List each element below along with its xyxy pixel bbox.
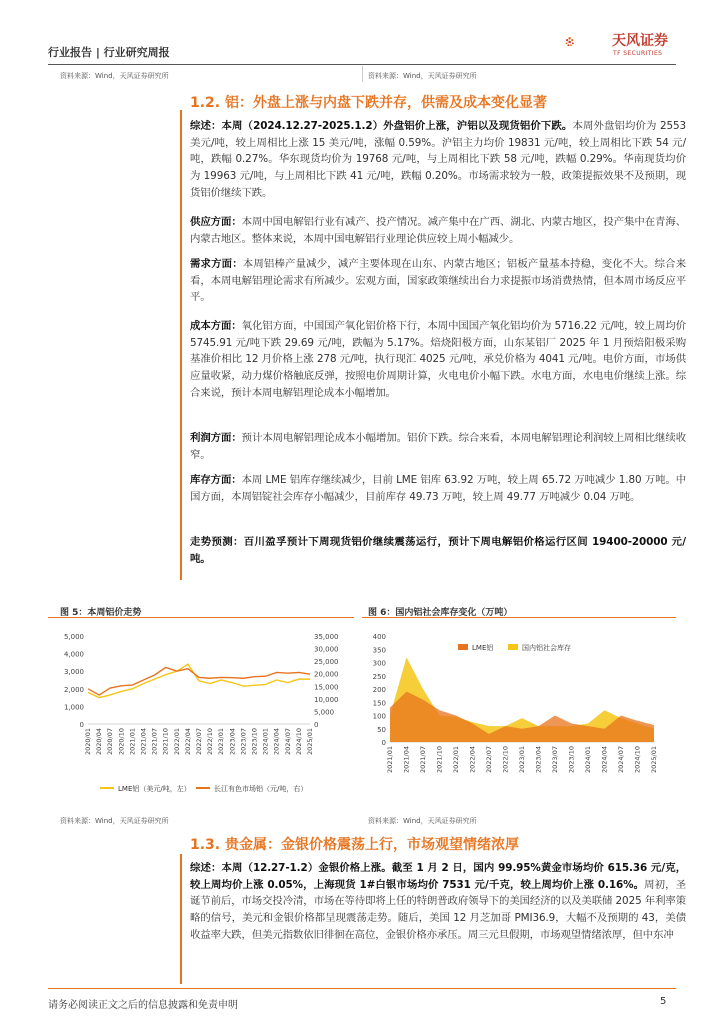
fig6-ytick: 300 bbox=[372, 659, 386, 668]
fig6-xtick: 2023/07 bbox=[551, 746, 559, 774]
aluminium-profit bbox=[190, 430, 686, 463]
fig5-ytick-right: 25,000 bbox=[314, 658, 339, 667]
fig6-legend-swatch-lme bbox=[458, 644, 468, 650]
profit-text: 预计本周电解铝理论成本小幅增加。铝价下跌。综合来看，本周电解铝理论利润较上周相比继续收窄。 bbox=[190, 432, 686, 461]
profit-label: 利润方面： bbox=[190, 432, 242, 444]
tf-logo-icon bbox=[564, 22, 608, 62]
fig6-xtick: 2022/07 bbox=[485, 746, 493, 774]
aluminium-cost bbox=[190, 318, 686, 402]
fig5-source: 资料来源：Wind，天风证券研究所 bbox=[60, 817, 169, 825]
fig6-ytick: 250 bbox=[372, 672, 386, 681]
aluminium-forecast bbox=[190, 534, 686, 567]
fig6-ytick: 200 bbox=[372, 686, 386, 694]
aluminium-supply bbox=[190, 214, 686, 247]
fig6-ytick: 150 bbox=[372, 699, 386, 708]
fig5-ytick-right: 20,000 bbox=[314, 670, 339, 679]
supply-label: 供应方面： bbox=[190, 216, 242, 228]
precious-summary bbox=[190, 860, 686, 944]
aluminium-summary bbox=[190, 118, 686, 202]
fig5-chart bbox=[48, 624, 354, 800]
footer-disclaimer: 请务必阅读正文之后的信息披露和免责申明 bbox=[48, 1000, 238, 1011]
fig5-ytick-left: 5,000 bbox=[63, 633, 84, 641]
fig6-ytick: 0 bbox=[381, 739, 386, 747]
demand-label: 需求方面： bbox=[190, 258, 243, 270]
precious-summary-text: 周初，圣诞节前后，市场交投冷清，市场在等待即将上任的特朗普政府领导下的美国经济的以及美联储 2025 年利率策略的信号，美元和金银价格都呈现震荡走势。随后，美国 12 月芝加哥 PMI36.9，大幅不及预期的 43，美债收益率大跌，但美元指数依旧徘徊在高位，金银价格亦承压。周三元旦假期，市场观望情绪浓厚，但中东冲 bbox=[190, 878, 686, 941]
fig5-xtick: 2021/10 bbox=[161, 728, 170, 756]
section-1-2-title: 1.2. 铝：外盘上涨与内盘下跌并存，供需及成本变化显著 bbox=[190, 95, 547, 111]
fig5-ytick-left: 0 bbox=[79, 721, 84, 729]
fig6-xtick: 2024/04 bbox=[600, 746, 609, 774]
source-top-right: 资料来源：Wind，天风证券研究所 bbox=[368, 72, 477, 80]
fig5-xtick: 2023/10 bbox=[250, 728, 259, 756]
report-header: 行业报告 | 行业研究周报 bbox=[48, 46, 170, 59]
fig6-ytick: 400 bbox=[372, 633, 386, 641]
cost-label: 成本方面： bbox=[190, 320, 242, 332]
fig5-legend-cj: 长江有色市场铝（元/吨，右） bbox=[214, 785, 308, 793]
fig5-ytick-left: 4,000 bbox=[63, 650, 84, 659]
fig5-xtick: 2022/07 bbox=[195, 728, 203, 756]
fig6-xtick: 2024/07 bbox=[617, 746, 625, 774]
fig5-xtick: 2021/01 bbox=[128, 728, 137, 756]
inventory-text: 本周 LME 铝库存继续减少，目前 LME 铝库 63.92 万吨，较上周 65.72 万吨减少 1.80 万吨。中国方面，本周铝锭社会库存小幅减少，目前库存 49.73 万吨，较上周 49.77 万吨减少 0.04 万吨。 bbox=[190, 474, 687, 503]
logo-sub: TF SECURITIES bbox=[613, 50, 663, 57]
fig5-xtick: 2020/10 bbox=[117, 728, 126, 756]
fig6-xtick: 2024/01 bbox=[584, 746, 592, 774]
fig5-ytick-right: 15,000 bbox=[314, 683, 339, 692]
fig5-xtick: 2024/04 bbox=[272, 728, 281, 756]
fig5-xtick: 2024/10 bbox=[294, 728, 303, 756]
fig6-xtick: 2022/10 bbox=[501, 746, 510, 774]
fig5-xtick: 2023/07 bbox=[239, 728, 248, 756]
fig6-xtick: 2022/01 bbox=[452, 746, 460, 774]
fig5-xtick: 2024/01 bbox=[261, 728, 270, 756]
fig6-xtick: 2021/01 bbox=[386, 746, 394, 774]
fig5-series-0-line bbox=[88, 664, 310, 697]
fig6-chart bbox=[362, 624, 676, 800]
fig5-ytick-left: 1,000 bbox=[63, 703, 84, 712]
logo-name: 天风证券 bbox=[612, 33, 668, 49]
column-divider bbox=[362, 66, 363, 82]
fig5-ytick-right: 0 bbox=[314, 721, 319, 729]
fig5-title: 图 5：本周铝价走势 bbox=[60, 608, 142, 618]
fig5-xtick: 2021/04 bbox=[139, 728, 148, 756]
fig5-xtick: 2022/04 bbox=[183, 728, 192, 756]
precious-summary-bold: 综述：本周（12.27-1.2）金银价格上涨。截至 1 月 2 日，国内 99.95%黄金市场均价 615.36 元/克，较上周均价上涨 0.05%，上海现货 1#白银市场均价 7531 元/千克，较上周均价上涨 0.16%。 bbox=[190, 862, 686, 891]
fig5-xtick: 2020/07 bbox=[106, 728, 115, 756]
fig5-ytick-left: 2,000 bbox=[63, 685, 84, 694]
fig6-xtick: 2021/04 bbox=[402, 746, 411, 774]
fig6-xtick: 2022/04 bbox=[468, 746, 477, 774]
fig5-xtick: 2023/04 bbox=[228, 728, 237, 756]
fig5-ytick-right: 30,000 bbox=[314, 645, 339, 654]
fig5-legend-lme: LME铝（美元/吨，左） bbox=[118, 785, 191, 793]
aluminium-summary-bold: 综述：本周（2024.12.27-2025.1.2）外盘铝价上涨，沪铝以及现货铝价下跌。 bbox=[190, 120, 573, 132]
fig5-ytick-right: 10,000 bbox=[314, 695, 339, 704]
fig5-ytick-left: 3,000 bbox=[63, 668, 84, 677]
inventory-label: 库存方面： bbox=[190, 474, 242, 486]
forecast-bold: 走势预测：百川盈孚预计下周现货铝价继续震荡运行，预计下周电解铝价格运行区间 19400-20000 元/吨。 bbox=[190, 536, 686, 565]
fig5-ytick-right: 35,000 bbox=[314, 633, 339, 641]
aluminium-summary-text: 本周外盘铝均价为 2553 美元/吨，较上周相比上涨 15 美元/吨，涨幅 0.59%。沪铝主力均价 19831 元/吨，较上周相比下跌 54 元/吨，跌幅 0.27%。华东现货均价为 19768 元/吨，与上周相比下跌 58 元/吨，跌幅 0.29%。华南现货均价为 19963 元/吨，与上周相比下跌 41 元/吨，跌幅 0.20%。市场需求较为一般，政策提振效果不及预期，现货铝价继续下跌。 bbox=[190, 120, 686, 199]
fig5-xtick: 2022/10 bbox=[206, 728, 215, 756]
supply-text: 本周中国电解铝行业有减产、投产情况。减产集中在广西、湖北、内蒙古地区，投产集中在青海、内蒙古地区。整体来说，本周中国电解铝行业理论供应较上周小幅减少。 bbox=[190, 216, 686, 245]
fig5-xtick: 2023/01 bbox=[217, 728, 226, 756]
fig6-xtick: 2021/07 bbox=[419, 746, 427, 774]
fig6-legend-dom: 国内铝社会库存 bbox=[522, 644, 571, 652]
fig6-ytick: 50 bbox=[377, 725, 386, 734]
footer-divider bbox=[48, 988, 676, 989]
fig6-source: 资料来源：Wind，天风证券研究所 bbox=[368, 817, 477, 825]
fig6-xtick: 2023/10 bbox=[567, 746, 576, 774]
page-number: 5 bbox=[660, 996, 667, 1007]
fig6-xtick: 2024/10 bbox=[633, 746, 642, 774]
aluminium-demand bbox=[190, 256, 686, 306]
section-1-3-title: 1.3. 贵金属：金银价格震荡上行，市场观望情绪浓厚 bbox=[190, 837, 519, 853]
fig6-xtick: 2021/10 bbox=[435, 746, 444, 774]
demand-text: 本周铝棒产量减少，减产主要体现在山东、内蒙古地区；铝板产量基本持稳，变化不大。综合来看，本周电解铝理论需求有所减少。宏观方面，国家政策继续出台力求提振市场消费热情，但本周市场反应平平。 bbox=[190, 258, 687, 304]
fig6-legend-swatch-dom bbox=[508, 644, 518, 650]
fig5-xtick: 2020/04 bbox=[95, 728, 104, 756]
fig6-xtick: 2023/04 bbox=[534, 746, 543, 774]
aluminium-inventory bbox=[190, 472, 686, 505]
fig5-xtick: 2022/01 bbox=[172, 728, 181, 756]
fig5-xtick: 2020/01 bbox=[84, 728, 92, 756]
fig6-legend-lme: LME铝 bbox=[472, 644, 494, 652]
fig5-xtick: 2025/01 bbox=[306, 728, 314, 756]
fig5-ytick-right: 5,000 bbox=[314, 708, 335, 717]
fig6-ytick: 100 bbox=[372, 712, 386, 721]
fig6-ytick: 350 bbox=[372, 646, 386, 655]
fig5-xtick: 2021/07 bbox=[150, 728, 159, 756]
fig6-xtick: 2023/01 bbox=[518, 746, 526, 774]
source-top-left: 资料来源：Wind，天风证券研究所 bbox=[60, 72, 169, 80]
fig6-xtick: 2025/01 bbox=[650, 746, 658, 774]
fig6-title: 图 6：国内铝社会库存变化（万吨） bbox=[368, 608, 513, 618]
cost-text: 氧化铝方面，中国国产氧化铝价格下行，本周中国国产氧化铝均价为 5716.22 元/吨，较上周均价 5745.91 元/吨下跌 29.69 元/吨，跌幅为 5.17%。焙烧阳极方面，山东某铝厂 2025 年 1 月预焙阳极采购基准价相比 12 月价格上涨 278 元/吨，执行现汇 4025 元/吨，承兑价格为 4041 元/吨。电价方面，市场供应量收紧，动力煤价格触底反弹，按照电价周期计算，火电电价小幅下跌。水电方面，水电电价继续上涨。综合来说，预计本周电解铝理论成本小幅增加。 bbox=[190, 320, 687, 399]
fig5-xtick: 2024/07 bbox=[283, 728, 292, 756]
header-divider bbox=[48, 64, 676, 65]
